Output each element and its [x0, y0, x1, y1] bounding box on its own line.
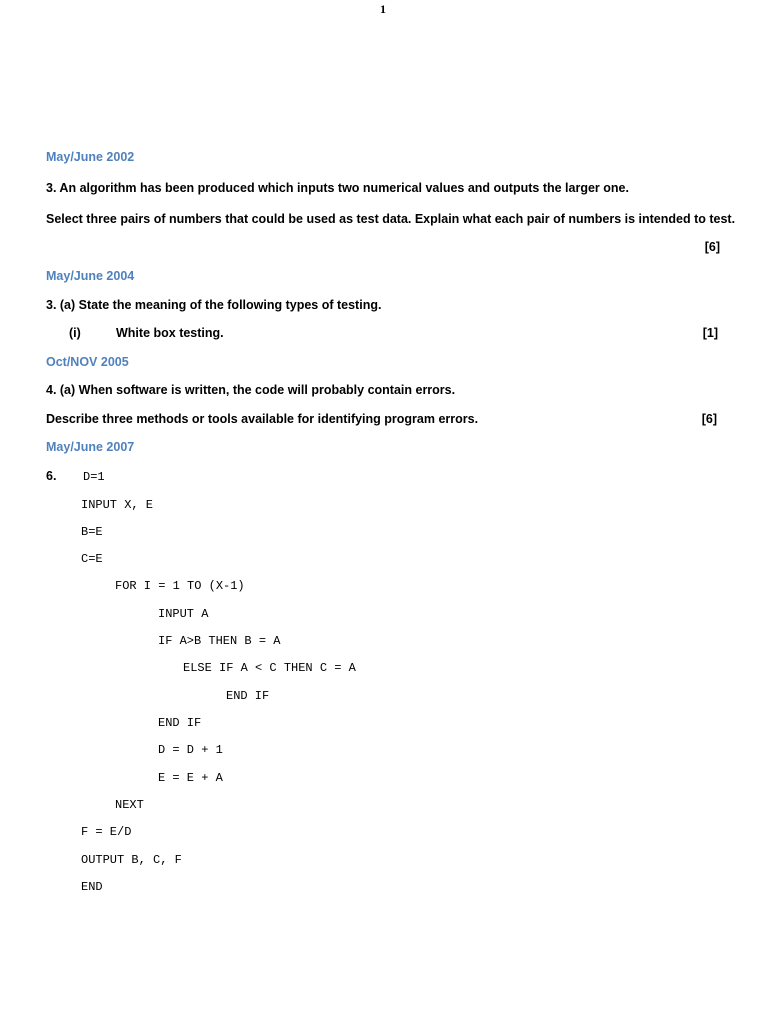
code-line: ELSE IF A < C THEN C = A [183, 661, 356, 675]
code-line: INPUT A [158, 607, 209, 621]
marks-2002: [6] [704, 240, 720, 254]
code-line: D=1 [83, 470, 105, 484]
sub-text-2004: White box testing. [116, 326, 224, 340]
code-line: FOR I = 1 TO (X-1) [115, 579, 245, 593]
question-2002: 3. An algorithm has been produced which inputs two numerical values and outputs the larger one. [46, 181, 629, 195]
page-number: 1 [380, 2, 386, 16]
code-line: D = D + 1 [158, 743, 223, 757]
question-2004: 3. (a) State the meaning of the following types of testing. [46, 298, 382, 312]
code-line: END IF [226, 689, 270, 703]
section-heading-2004: May/June 2004 [46, 269, 135, 283]
marks-2004: [1] [702, 326, 718, 340]
code-line: INPUT X, E [81, 498, 154, 512]
section-heading-2005: Oct/NOV 2005 [46, 355, 129, 369]
code-line: OUTPUT B, C, F [81, 853, 182, 867]
question-2005-text: Describe three methods or tools available for identifying program errors. [46, 412, 479, 426]
question-number-2007: 6. [46, 469, 57, 483]
section-heading-2002: May/June 2002 [46, 150, 135, 164]
code-line: NEXT [115, 798, 144, 812]
code-line: F = E/D [81, 825, 132, 839]
question-2002-text: Select three pairs of numbers that could be used as test data. Explain what each pair of numbers is intended to test. [46, 212, 736, 226]
section-heading-2007: May/June 2007 [46, 440, 135, 454]
code-line: IF A>B THEN B = A [158, 634, 281, 648]
code-line: E = E + A [158, 771, 223, 785]
question-2005: 4. (a) When software is written, the code will probably contain errors. [46, 383, 456, 397]
code-line: END IF [158, 716, 202, 730]
code-line: END [81, 880, 103, 894]
code-line: B=E [81, 525, 103, 539]
sub-label-2004: (i) [69, 326, 81, 340]
marks-2005: [6] [701, 412, 717, 426]
code-line: C=E [81, 552, 103, 566]
